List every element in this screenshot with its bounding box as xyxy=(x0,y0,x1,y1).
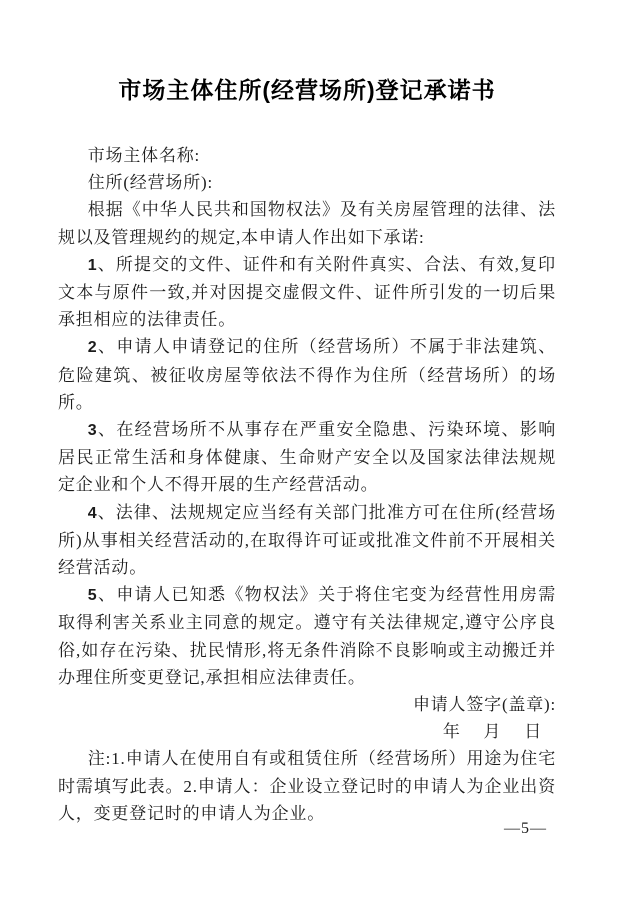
field-entity-name: 市场主体名称: xyxy=(87,146,201,165)
intro-paragraph: 根据《中华人民共和国物权法》及有关房屋管理的法律、法规以及管理规约的规定,本申请人作出如下承诺: xyxy=(58,200,556,247)
signature-label: 申请人签字(盖章): xyxy=(412,695,556,715)
date-line: 年 月 日 xyxy=(442,722,542,742)
item-3-number: 3 xyxy=(87,422,98,440)
item-4-number: 4 xyxy=(87,504,98,522)
item-2-number: 2 xyxy=(87,339,98,357)
note-paragraph: 注:1.申请人在使用自有或租赁住所（经营场所）用途为住宅时需填写此表。2.申请人：企业设立登记时的申请人为企业出资人，变更登记时的申请人为企业。 xyxy=(58,749,556,823)
document-title: 市场主体住所(经营场所)登记承诺书 xyxy=(118,77,496,103)
item-2-text: 、申请人申请登记的住所（经营场所）不属于非法建筑、危险建筑、被征收房屋等依法不得作为住所（经营场所）的场所。 xyxy=(58,337,556,412)
commitment-item-2 xyxy=(58,333,556,416)
commitment-item-4 xyxy=(58,499,556,582)
item-5-number: 5 xyxy=(87,587,98,605)
item-5-text: 、申请人已知悉《物权法》关于将住宅变为经营性用房需取得利害关系业主同意的规定。遵守有关法律规定,遵守公序良俗,如存在污染、扰民情形,将无条件消除不良影响或主动搬迁并办理住所变更登记,承担相应法律责任。 xyxy=(58,585,556,687)
commitment-item-5 xyxy=(58,581,556,691)
commitment-item-1 xyxy=(58,251,556,334)
item-1-text: 、所提交的文件、证件和有关附件真实、合法、有效,复印文本与原件一致,并对因提交虚假文件、证件所引发的一切后果承担相应的法律责任。 xyxy=(58,254,556,330)
document-content xyxy=(58,0,556,827)
commitment-item-3 xyxy=(58,416,556,499)
document-body xyxy=(58,142,556,827)
item-1-number: 1 xyxy=(87,256,98,274)
item-4-text: 、法律、法规规定应当经有关部门批准方可在住所(经营场所)从事相关经营活动的,在取得许可证或批准文件前不开展相关经营活动。 xyxy=(58,502,556,578)
page-number: —5— xyxy=(504,820,547,837)
item-3-text: 、在经营场所不从事存在严重安全隐患、污染环境、影响居民正常生活和身体健康、生命财产安全以及国家法律法规规定企业和个人不得开展的生产经营活动。 xyxy=(58,420,556,495)
field-premises-address: 住所(经营场所): xyxy=(87,173,213,193)
